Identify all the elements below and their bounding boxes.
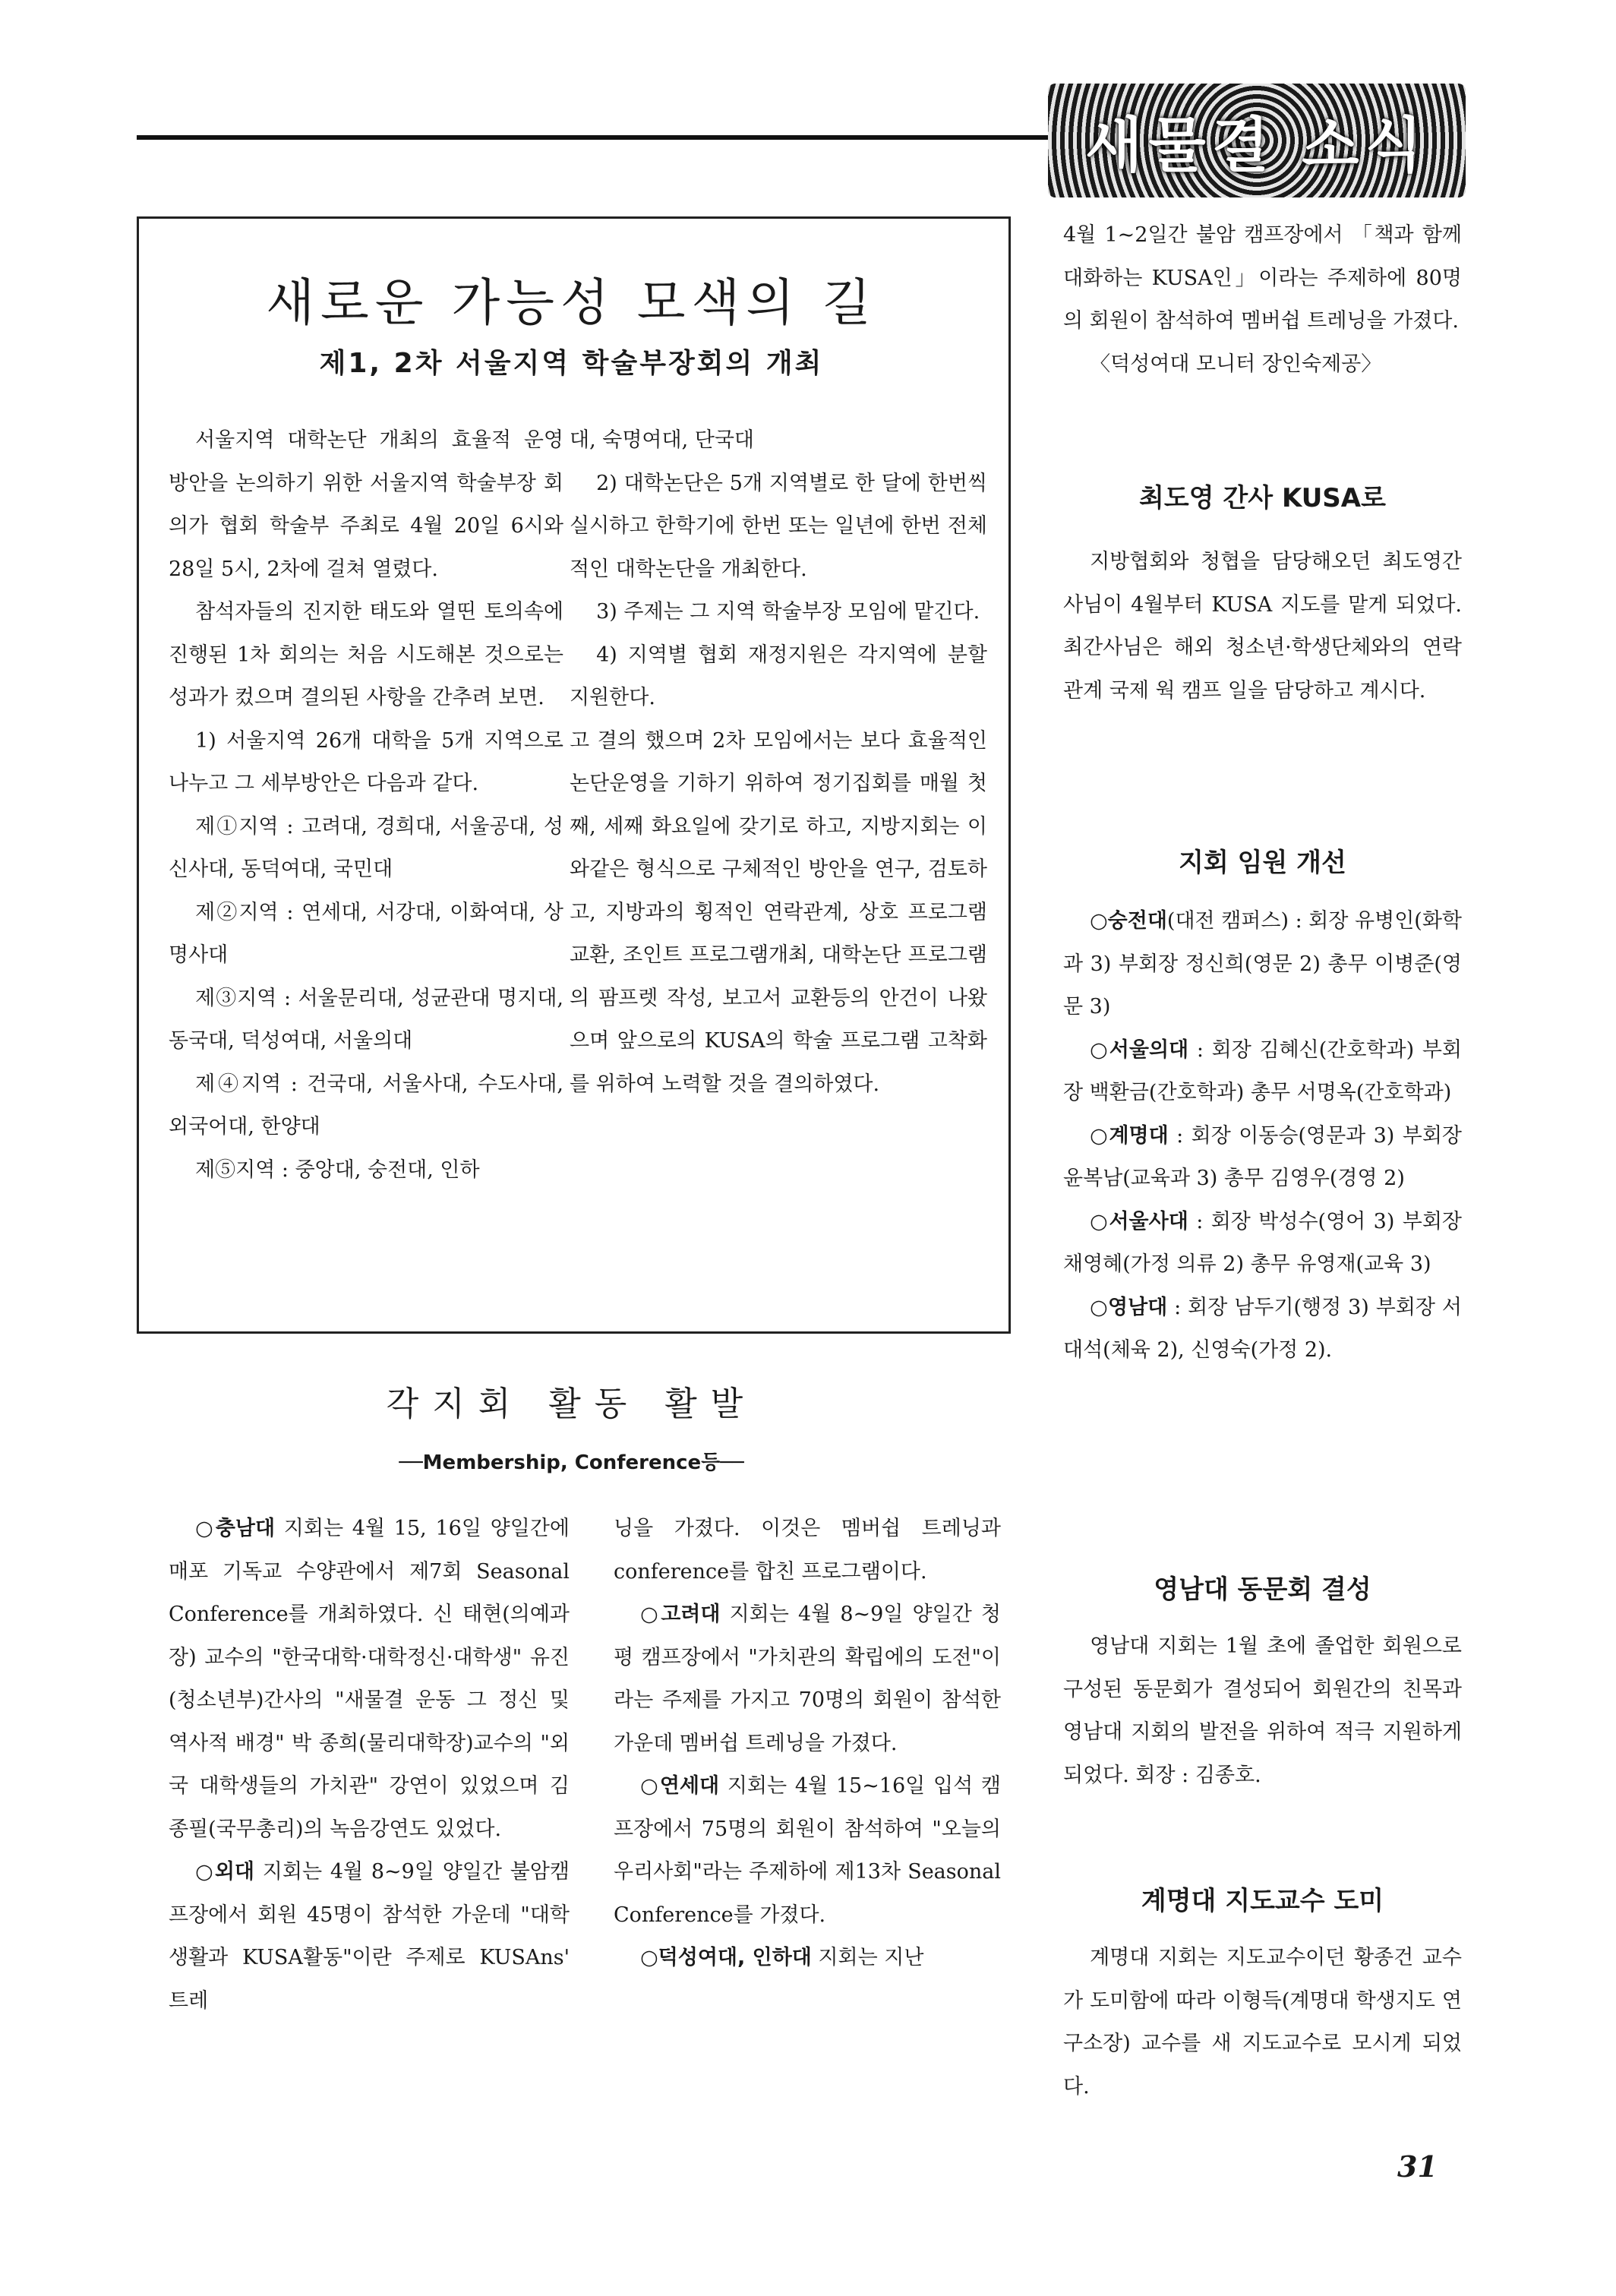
article2-column-right xyxy=(614,1508,1001,1980)
list-item: ○숭전대(대전 캠퍼스) : 회장 유병인(화학과 3) 부회장 정신희(영문 2) 총무 이병준(영문 3) xyxy=(1063,909,1462,1019)
article-column-left xyxy=(169,419,563,1192)
paragraph: 참석자들의 진지한 태도와 열띤 토의속에 진행된 1차 회의는 처음 시도해본 것으로는 성과가 컸으며 결의된 사항을 간추려 보면. xyxy=(169,600,563,709)
list-item: ○영남대 : 회장 남두기(행정 3) 부회장 서대석(체육 2), 신영숙(가정 2). xyxy=(1063,1295,1462,1362)
paragraph: ○고려대 지회는 4월 8~9일 양일간 청평 캠프장에서 "가치관의 확립에의 도전"이라는 주제를 가지고 70명의 회원이 참석한 가운데 멤버쉽 트레닝을 가졌다. xyxy=(614,1603,1001,1755)
paragraph: ○외대 지회는 4월 8~9일 양일간 불암캠프장에서 회원 45명이 참석한 가운데 "대학생활과 KUSA활동"이란 주제로 KUSAns' 트레 xyxy=(169,1860,570,2013)
paragraph: 고 결의 했으며 2차 모임에서는 보다 효율적인 논단운영을 기하기 위하여 정기집회를 매월 첫째, 세째 화요일에 갖기로 하고, 지방지회는 이와같은 형식으로 구체적인 방안을 연구, 검토하고, 지방과의 횡적인 연락관계, 상호 프로그램교환, 조인트 프로그램개최, 대학논단 프로그램의 팜프렛 작성, 보고서 교환등의 안건이 나왔으며 앞으로의 KUSA의 학술 프로그램 고착화를 위하여 노력할 것을 결의하였다. xyxy=(570,728,987,1096)
paragraph: 제②지역 : 연세대, 서강대, 이화여대, 상명사대 xyxy=(169,900,563,967)
paragraph: 4) 지역별 협회 재정지원은 각지역에 분할 지원한다. xyxy=(570,643,987,709)
sidebar-heading: 계명대 지도교수 도미 xyxy=(1141,1886,1384,1916)
paragraph: ○충남대 지회는 4월 15, 16일 양일간에 매포 기독교 수양관에서 제7회 Seasonal Conference를 개최하였다. 신 태현(의예과장) 교수의 "한국대학·대학정신·대학생" 유진(청소년부)간사의 "새물결 운동 그 정신 및 역사적 배경" 박 종희(물리대학장)교수의 "외국 대학생들의 가치관" 강연이 있었으며 김 종필(국무총리)의 녹음강연도 있었다. xyxy=(169,1517,570,1841)
paragraph: 서울지역 대학논단 개최의 효율적 운영 방안을 논의하기 위한 서울지역 학술부장 회의가 협회 학술부 주최로 4월 20일 6시와 28일 5시, 2차에 걸쳐 열렸다. xyxy=(169,428,563,581)
sidebar-section xyxy=(1063,1937,1462,2108)
paragraph: 제⑤지역 : 중앙대, 숭전대, 인하 xyxy=(195,1157,480,1182)
article-subtitle: 제1, 2차 서울지역 학술부장회의 개최 xyxy=(319,348,824,379)
header-rule xyxy=(137,135,1048,140)
chapter-name: ○외대 xyxy=(195,1860,255,1884)
sidebar-section xyxy=(1063,1625,1462,1797)
section-badge xyxy=(1048,84,1466,197)
paragraph: 계명대 지회는 지도교수이던 황종건 교수가 도미함에 따라 이형득(계명대 학생지도 연구소장) 교수를 새 지도교수로 모시게 되었다. xyxy=(1063,1946,1462,2099)
sidebar-section xyxy=(1063,900,1462,1372)
article-title: 새로운 가능성 모색의 길 xyxy=(266,273,877,332)
paragraph: 2) 대학논단은 5개 지역별로 한 달에 한번씩 실시하고 한학기에 한번 또는 일년에 한번 전체적인 대학논단을 개최한다. xyxy=(570,471,987,581)
list-item: ○서울사대 : 회장 박성수(영어 3) 부회장 채영혜(가정 의류 2) 총무 유영재(교육 3) xyxy=(1063,1209,1463,1276)
paragraph: 4월 1~2일간 불암 캠프장에서 「책과 함께 대화하는 KUSA인」이라는 주제하에 80명의 회원이 참석하여 멤버쉽 트레닝을 가졌다. xyxy=(1063,223,1462,333)
article-column-right xyxy=(570,419,987,1106)
paragraph: 닝을 가졌다. 이것은 멤버쉽 트레닝과 conference를 합친 프로그램이다. xyxy=(614,1517,1001,1584)
sidebar-heading: 영남대 동문회 결성 xyxy=(1154,1574,1371,1605)
sidebar-heading: 최도영 간사 KUSA로 xyxy=(1139,483,1386,513)
paragraph: 제①지역 : 고려대, 경희대, 서울공대, 성신사대, 동덕여대, 국민대 xyxy=(169,814,563,881)
paragraph: 3) 주제는 그 지역 학술부장 모임에 맡긴다. xyxy=(596,600,980,624)
paragraph: 1) 서울지역 26개 대학을 5개 지역으로 나누고 그 세부방안은 다음과 같다. xyxy=(169,728,563,795)
paragraph: 지방협회와 청협을 담당해오던 최도영간사님이 4월부터 KUSA 지도를 맡게 되었다. 최간사님은 해외 청소년·학생단체와의 연락관계 국제 웍 캠프 일을 담당하고 계시다. xyxy=(1063,550,1462,703)
article2-column-left xyxy=(169,1508,570,2023)
paragraph: 영남대 지회는 1월 초에 졸업한 회원으로 구성된 동문회가 결성되어 회원간의 친목과 영남대 지회의 발전을 위하여 적극 지원하게 되었다. 회장 : 김종호. xyxy=(1063,1634,1462,1787)
sidebar-section xyxy=(1063,541,1462,712)
list-item: ○서울의대 : 회장 김혜신(간호학과) 부회장 백환금(간호학과) 총무 서명옥(간호학과) xyxy=(1063,1037,1462,1104)
article2-title: 각지회 활동 활발 xyxy=(386,1385,757,1423)
sidebar-heading: 지회 임원 개선 xyxy=(1179,848,1346,878)
section-badge-label: 새물결 소식 xyxy=(1085,112,1428,180)
credit-line: 〈덕성여대 모니터 장인숙제공〉 xyxy=(1090,352,1382,376)
chapter-name: ○덕성여대, 인하대 xyxy=(640,1946,812,1969)
sidebar-intro xyxy=(1063,214,1462,386)
paragraph: ○덕성여대, 인하대 지회는 지난 xyxy=(640,1946,924,1969)
list-item: ○계명대 : 회장 이동승(영문과 3) 부회장 윤복남(교육과 3) 총무 김영우(경영 2) xyxy=(1063,1123,1462,1190)
paragraph: 제④지역 : 건국대, 서울사대, 수도사대, 외국어대, 한양대 xyxy=(169,1072,563,1139)
chapter-name: ○충남대 xyxy=(195,1517,276,1540)
chapter-name: ○고려대 xyxy=(640,1603,721,1626)
page-number: 31 xyxy=(1397,2149,1438,2184)
chapter-name: ○연세대 xyxy=(640,1774,720,1798)
paragraph: 제③지역 : 서울문리대, 성균관대 명지대, 동국대, 덕성여대, 서울의대 xyxy=(169,986,563,1053)
paragraph: 대, 숙명여대, 단국대 xyxy=(570,428,754,452)
article2-subtitle: ──Membership, Conference등── xyxy=(399,1451,744,1474)
paragraph: ○연세대 지회는 4월 15~16일 입석 캠프장에서 75명의 회원이 참석하여 "오늘의 우리사회"라는 주제하에 제13차 Seasonal Conference를 가졌다. xyxy=(614,1774,1001,1927)
